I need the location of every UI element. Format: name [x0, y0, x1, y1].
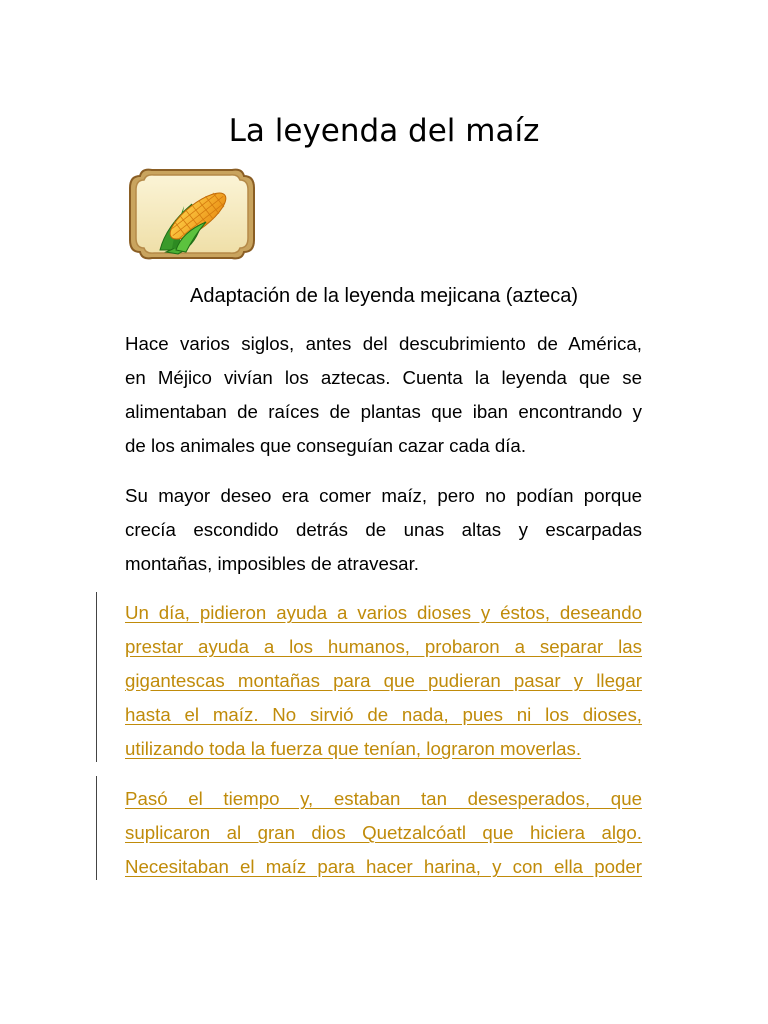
text-line: Necesitaban el maíz para hacer harina, y con ella poder — [125, 856, 642, 877]
corn-cob-icon — [126, 166, 258, 262]
document-title: La leyenda del maíz — [228, 113, 540, 149]
text-line: de los animales que conseguían cazar cada día. — [125, 435, 527, 456]
text-line: suplicaron al gran dios Quetzalcóatl que hiciera algo. — [125, 822, 642, 843]
change-bar — [96, 592, 97, 762]
text-line: en Méjico vivían los aztecas. Cuenta la leyenda que se — [125, 367, 642, 388]
paragraph-3-tracked-change[interactable] — [125, 596, 642, 766]
text-line: crecía escondido detrás de unas altas y escarpadas — [125, 519, 642, 540]
text-line: gigantescas montañas para que pudieran pasar y llegar — [125, 670, 642, 691]
text-line: alimentaban de raíces de plantas que iban encontrando y — [125, 401, 642, 422]
text-line: Un día, pidieron ayuda a varios dioses y éstos, deseando — [125, 602, 642, 623]
paragraph-4-tracked-change[interactable] — [125, 782, 642, 884]
text-line: hasta el maíz. No sirvió de nada, pues ni los dioses, — [125, 704, 642, 725]
paragraph-1 — [125, 327, 642, 463]
text-line: Pasó el tiempo y, estaban tan desesperados, que — [125, 788, 642, 809]
paragraph-2 — [125, 479, 642, 581]
change-bar — [96, 776, 97, 880]
text-line: Hace varios siglos, antes del descubrimiento de América, — [125, 333, 642, 354]
text-line: prestar ayuda a los humanos, probaron a separar las — [125, 636, 642, 657]
text-line: montañas, imposibles de atravesar. — [125, 553, 419, 574]
document-subtitle: Adaptación de la leyenda mejicana (azteca) — [189, 285, 579, 307]
text-line: Su mayor deseo era comer maíz, pero no podían porque — [125, 485, 642, 506]
text-line: utilizando toda la fuerza que tenían, lograron moverlas. — [125, 738, 582, 759]
